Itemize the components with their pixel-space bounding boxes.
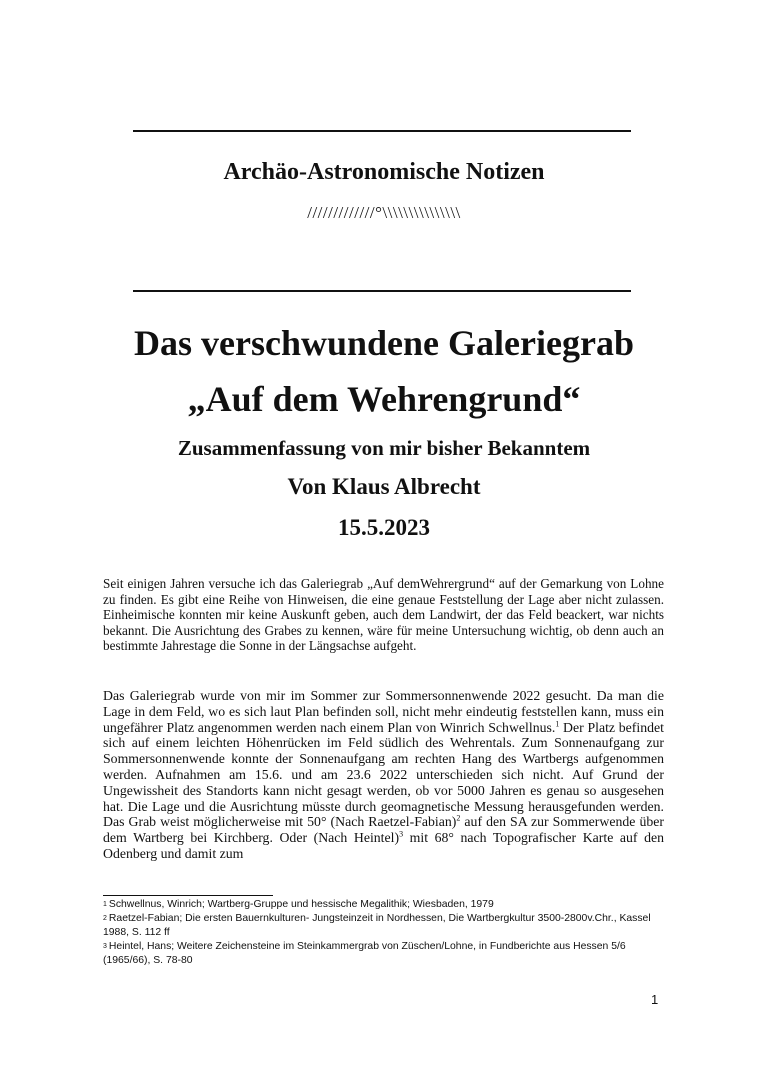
paragraph-text: Das Galeriegrab wurde von mir im Sommer zur Sommersonnenwende 2022 gesucht. Da man die Lage in dem Feld, wo es sich laut Plan befinden soll, nicht mehr eindeutig feststellen kann, muss ein ungefährer Platz angenommen werden nach einem Plan von Winrich Schwellnus. (103, 688, 664, 735)
footnotes (103, 898, 664, 968)
footnote-text: Raetzel-Fabian; Die ersten Bauernkulturen- Jungsteinzeit in Nordhessen, Die Wartbergkultur 3500-2800v.Chr., Kassel 1988, S. 112 ff (103, 913, 651, 938)
paragraph-text: Der Platz befindet sich auf einem leichten Höhenrücken im Feld südlich des Wehrentals. Zum Sonnenaufgang zur Sommersonnenwende konnte der Sonnenaufgang am rechten Hang des Wartbergs aufgenommen werden. Aufnahmen am 15.6. und am 23.6 2022 unterschieden sich nicht. Auf Grund der Ungewissheit des Standorts kann nicht gesagt werden, ob vor 5000 Jahren es genau so ausgesehen hat. Die Lage und die Ausrichtung müsste durch geomagnetische Messung herausgefunden werden. Das Grab weist möglicherweise mit 50° (Nach Raetzel-Fabian) (103, 719, 664, 830)
footnote-reference[interactable]: 3 (399, 829, 404, 839)
paragraph-text: mit 68° nach Topografischer Karte auf den Odenberg und damit zum (103, 830, 664, 861)
document-date: 15.5.2023 (338, 515, 430, 540)
summary-heading: Zusammenfassung von mir bisher Bekanntem (177, 436, 591, 460)
footnote-text: Schwellnus, Winrich; Wartberg-Gruppe und hessische Megalithik; Wiesbaden, 1979 (108, 899, 494, 910)
series-title: Archäo-Astronomische Notizen (223, 159, 545, 185)
footnote-reference[interactable]: 1 (555, 719, 560, 728)
top-rule (133, 130, 631, 132)
title-rule (133, 290, 631, 292)
decorative-divider: /////////////°\\\\\\\\\\\\\\\ (307, 203, 461, 222)
paragraph-intro: Seit einigen Jahren versuche ich das Galeriegrab „Auf demWehrergrund“ auf der Gemarkung von Lohne zu finden. Es gibt eine Reihe von Hinweisen, die eine genaue Feststellung der Lage aber nicht zulassen. Einheimische konnten mir keine Auskunft geben, auch dem Landwirt, der das Feld beackert, war nichts bekannt. Die Ausrichtung des Grabes zu kennen, wäre für meine Untersuchung wichtig, ob denn auch an bestimmte Jahrestage die Sonne in der Längsachse aufgeht. (103, 576, 664, 654)
page-number: 1 (651, 992, 659, 1007)
footnote (103, 912, 664, 940)
footnote (103, 940, 664, 968)
footnote (103, 898, 664, 912)
footnote-number: 2 (103, 915, 107, 922)
paragraph-search (103, 688, 664, 862)
footnote-number: 3 (103, 943, 107, 950)
footnote-separator (103, 895, 273, 896)
footnote-reference[interactable]: 2 (456, 813, 461, 823)
author-line: Von Klaus Albrecht (287, 474, 481, 499)
document-title: Das verschwundene Galeriegrab (134, 323, 634, 363)
footnote-text: Heintel, Hans; Weitere Zeichensteine im Steinkammergrab von Züschen/Lohne, in Fundberichte aus Hessen 5/6 (1965/66), S. 78-80 (103, 941, 626, 966)
document-subtitle: „Auf dem Wehrengrund“ (187, 379, 581, 419)
paragraph-text: auf den SA zur Sommerwende über dem Wartberg bei Kirchberg. Oder (Nach Heintel) (103, 814, 664, 846)
footnote-number: 1 (103, 901, 107, 908)
